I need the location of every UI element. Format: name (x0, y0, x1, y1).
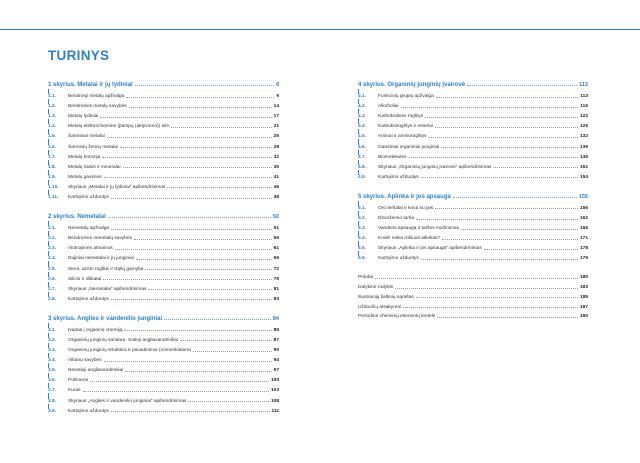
toc-entry[interactable] (49, 231, 279, 241)
toc-entry[interactable] (359, 241, 588, 251)
entry-number: 1.1. (48, 94, 68, 99)
entry-number: 1.3. (48, 114, 68, 119)
appendix-page: 187 (579, 304, 588, 310)
entry-page: 21 (273, 124, 279, 130)
entry-page: 85 (273, 327, 279, 333)
entry-title: Kartojimo užduotys (68, 296, 109, 302)
dot-leader (123, 167, 272, 168)
dot-leader (126, 97, 274, 98)
entry-title: Šarminių žemių metalai (68, 144, 118, 150)
entry-number: 2.6. (48, 277, 68, 282)
header-rule (0, 29, 640, 30)
dot-leader (135, 85, 274, 86)
dot-leader (429, 137, 578, 138)
entry-title: Alkanų savybės (68, 358, 102, 364)
dot-leader (425, 117, 578, 118)
entry-title: Vandens apsauga ir taršos mažinimas (378, 226, 459, 232)
dot-leader (104, 361, 272, 362)
entry-page: 56 (273, 236, 279, 242)
entry-title: Kartojimo užduotys (68, 195, 109, 201)
entry-title: Dirvožemio tarša (378, 216, 414, 222)
toc-entry[interactable] (49, 282, 279, 292)
toc-entry[interactable] (49, 353, 279, 363)
entry-title: Bendrosios metalų savybės (68, 104, 127, 110)
toc-entry[interactable] (359, 129, 588, 139)
entry-number: 2.2. (48, 236, 68, 241)
appendix-page: 190 (579, 314, 588, 320)
entry-title: Kartojimo užduotys (68, 408, 109, 414)
toc-entry[interactable] (49, 393, 279, 403)
entry-title: Šarminiai metalai (68, 134, 105, 140)
entry-title: Funkcinių grupių apžvalga (378, 94, 434, 100)
toc-chapter-heading[interactable] (358, 189, 588, 200)
toc-entry[interactable] (359, 139, 588, 149)
chapter-sections (48, 221, 279, 302)
toc-appendix-entry[interactable] (358, 270, 588, 280)
toc-entry[interactable] (49, 333, 279, 343)
toc-entry[interactable] (359, 251, 588, 261)
dot-leader (435, 208, 578, 209)
dot-leader (403, 307, 578, 308)
dot-leader (375, 278, 578, 279)
entry-number: 1.9. (48, 175, 68, 180)
chapter-page: 50 (272, 214, 279, 221)
entry-title: Kodėl reikia rūšiuoti atliekas? (378, 236, 441, 242)
toc-entry[interactable] (49, 129, 279, 139)
toc-chapter-heading[interactable] (48, 77, 279, 88)
entry-page: 113 (580, 94, 588, 100)
dot-leader (115, 249, 272, 250)
dot-leader (395, 288, 578, 289)
entry-number: 4.1. (358, 94, 378, 99)
entry-number: 5.4. (358, 236, 378, 241)
chapter-gap (48, 302, 279, 311)
toc-entry[interactable] (49, 160, 279, 170)
entry-number: 1.8. (48, 165, 68, 170)
entry-number: 3.3. (48, 348, 68, 353)
dot-leader (111, 229, 272, 230)
chapter-sections (358, 89, 588, 180)
toc-entry[interactable] (49, 221, 279, 231)
dot-leader (453, 197, 577, 198)
dot-leader (435, 127, 578, 128)
entry-page: 122 (579, 114, 588, 120)
toc-entry[interactable] (49, 170, 279, 180)
entry-number: 1.11. (48, 195, 68, 200)
entry-page: 72 (273, 266, 279, 272)
dot-leader (129, 107, 272, 108)
entry-page: 151 (579, 164, 588, 170)
toc-entry[interactable] (49, 150, 279, 160)
entry-title: Bendrosios nemetalų savybės (68, 236, 132, 242)
chapter-gap (358, 261, 588, 270)
dot-leader (416, 297, 578, 298)
dot-leader (148, 289, 271, 290)
entry-page: 156 (579, 205, 588, 211)
entry-page: 41 (273, 174, 279, 180)
chapter-title: 3 skyrius. Anglies ir vandenilio junginiai (48, 315, 163, 322)
dot-leader (108, 217, 271, 218)
entry-number: 2.8. (48, 297, 68, 302)
entry-page: 171 (579, 236, 588, 242)
toc-chapter-heading[interactable] (48, 209, 279, 220)
entry-page: 9 (276, 94, 279, 100)
entry-page: 111 (271, 408, 279, 414)
toc-entry[interactable] (49, 119, 279, 129)
entry-page: 51 (273, 226, 279, 232)
appendix-page: 185 (579, 294, 588, 300)
entry-title: Polimerai (68, 378, 88, 384)
entry-number: 4.4. (358, 124, 378, 129)
toc-entry[interactable] (359, 89, 588, 99)
entry-title: Metalų gavimas (68, 174, 102, 180)
dot-leader (102, 157, 271, 158)
entry-title: Silicis ir silikatai (68, 276, 102, 282)
entry-page: 165 (579, 226, 588, 232)
entry-title: Metalų lydiniai (68, 114, 99, 120)
chapter-sections (48, 323, 279, 414)
dot-leader (437, 317, 578, 318)
toc-entry[interactable] (49, 383, 279, 393)
toc-entry[interactable] (359, 221, 588, 231)
entry-title: Aminai ir aminorūgštys (378, 134, 427, 140)
toc-entry[interactable] (359, 231, 588, 241)
toc-entry[interactable] (49, 373, 279, 383)
toc-entry[interactable] (359, 170, 588, 180)
entry-title: Skyriaus „Aplinka ir jos apsauga“ apibendrinimas (378, 246, 482, 252)
toc-entry[interactable] (49, 323, 279, 333)
entry-page: 76 (273, 276, 279, 282)
appendix-title: Iliustracijų šaltinių sąrašas (358, 294, 414, 300)
entry-title: Karboksilinės rūgštys (378, 114, 424, 120)
chapter-page: 8 (275, 82, 279, 88)
entry-page: 116 (580, 104, 588, 110)
entry-title: Oro teršalai ir kova su jais (378, 205, 434, 211)
dot-leader (120, 147, 272, 148)
chapter-title: 5 skyrius. Aplinka ir jos apsauga (358, 193, 451, 200)
dot-leader (461, 229, 578, 230)
entry-number: 2.4. (48, 256, 68, 261)
entry-number: 2.5. (48, 267, 68, 272)
entry-page: 48 (273, 195, 279, 201)
entry-number: 3.2. (48, 338, 68, 343)
entry-title: Gamtiniai organiniai junginiai (378, 144, 440, 150)
entry-title: Nemetalų apžvalga (68, 226, 110, 232)
entry-page: 14 (273, 104, 279, 110)
entry-number: 1.5. (48, 134, 68, 139)
dot-leader (421, 177, 578, 178)
entry-number: 3.4. (48, 358, 68, 363)
chapter-sections (48, 89, 279, 200)
toc-entry[interactable] (49, 251, 279, 261)
dot-leader (111, 299, 272, 300)
dot-leader (171, 127, 272, 128)
entry-page: 154 (579, 174, 588, 180)
entry-number: 1.7. (48, 155, 68, 160)
toc-right-column (358, 77, 588, 319)
dot-leader (421, 259, 578, 260)
dot-leader (467, 85, 577, 86)
entry-number: 5.2. (358, 216, 378, 221)
entry-page: 125 (579, 124, 588, 130)
entry-number: 3.6. (48, 378, 68, 383)
toc-left-column (48, 77, 279, 414)
entry-title: Nesotieji angliavandeniliai (68, 368, 124, 374)
toc-entry[interactable] (49, 99, 279, 109)
entry-title: Siera, azoto rūgštis ir trąšų gamyba (68, 266, 144, 272)
entry-number: 2.7. (48, 287, 68, 292)
entry-number: 2.3. (48, 246, 68, 251)
toc-entry[interactable] (359, 160, 588, 170)
dot-leader (409, 157, 578, 158)
entry-title: Metalų elektrocheminė (įtampų (aktyvumo)) eilė (68, 124, 170, 130)
entry-number: 4.2. (358, 104, 378, 109)
chapter-sections (358, 201, 588, 262)
entry-page: 139 (579, 144, 588, 150)
toc-appendix-entry[interactable] (358, 300, 588, 310)
chapter-page: 84 (272, 315, 279, 322)
dot-leader (442, 239, 578, 240)
entry-title: Kartojimo užduotys (378, 256, 419, 262)
entry-title: Organinių junginių struktūra ir pavadinimai (nomenklatūra) (68, 348, 192, 354)
dot-leader (103, 279, 271, 280)
appendix-title: Užduočių atsakymai (358, 304, 401, 310)
dot-leader (111, 411, 270, 412)
entry-number: 1.4. (48, 124, 68, 129)
entry-number: 4.9. (358, 175, 378, 180)
entry-title: Kartojimo užduotys (378, 174, 419, 180)
dot-leader (124, 330, 271, 331)
entry-title: Skyriaus „Anglies ir vandenilio junginiai“ apibendrinimas (68, 398, 187, 404)
toc-entry[interactable] (359, 150, 588, 160)
entry-title: Alotropinės atmainos (68, 246, 113, 252)
toc-entry[interactable] (359, 211, 588, 221)
dot-leader (493, 167, 578, 168)
entry-page: 90 (273, 348, 279, 354)
appendix-title: Priedai (358, 275, 373, 281)
toc-entry[interactable] (49, 89, 279, 99)
entry-page: 94 (273, 358, 279, 364)
dot-leader (441, 147, 578, 148)
toc-entry[interactable] (359, 109, 588, 119)
page-title: TURINYS (48, 48, 110, 63)
appendix-page: 180 (579, 275, 588, 281)
entry-page: 100 (270, 378, 279, 384)
dot-leader (125, 371, 271, 372)
entry-number: 3.7. (48, 388, 68, 393)
appendix-title: Dalykinė rodyklė (358, 285, 394, 290)
entry-number: 1.6. (48, 145, 68, 150)
entry-number: 5.3. (358, 226, 378, 231)
toc-entry[interactable] (359, 99, 588, 109)
entry-page: 46 (273, 184, 279, 190)
chapter-gap (358, 180, 588, 189)
dot-leader (145, 269, 271, 270)
entry-number: 2.1. (48, 226, 68, 231)
toc-entry[interactable] (359, 201, 588, 211)
entry-page: 145 (579, 154, 588, 160)
dot-leader (436, 97, 579, 98)
entry-title: Alkoholiai (378, 104, 399, 110)
toc-chapter-heading[interactable] (48, 311, 279, 322)
entry-page: 178 (579, 246, 588, 252)
entry-number: 5.1. (358, 206, 378, 211)
entry-page: 61 (273, 246, 279, 252)
entry-page: 97 (273, 368, 279, 374)
entry-page: 162 (579, 216, 588, 222)
entry-title: Metalų korozija (68, 154, 101, 160)
dot-leader (416, 219, 578, 220)
entry-page: 17 (273, 114, 279, 120)
entry-page: 103 (270, 388, 279, 394)
dot-leader (180, 340, 272, 341)
toc-appendix-entry[interactable] (358, 280, 588, 290)
entry-number: 1.2. (48, 104, 68, 109)
entry-number: 1.10. (48, 185, 68, 190)
dot-leader (193, 351, 271, 352)
entry-title: Įvadas į organinę chemiją (68, 327, 123, 333)
dot-leader (136, 259, 272, 260)
entry-page: 83 (273, 296, 279, 302)
entry-title: Skyriaus „Metalai ir jų lydiniai“ apibendrinimas (68, 184, 166, 190)
entry-number: 4.5. (358, 134, 378, 139)
entry-title: Kuras (68, 388, 81, 394)
toc-entry[interactable] (49, 190, 279, 200)
entry-page: 108 (270, 398, 279, 404)
toc-entry[interactable] (49, 343, 279, 353)
entry-page: 28 (273, 144, 279, 150)
toc-entry[interactable] (49, 109, 279, 119)
chapter-gap (48, 200, 279, 209)
entry-page: 132 (579, 134, 588, 140)
entry-number: 3.9. (48, 409, 68, 414)
chapter-title: 4 skyrius. Organinių junginių įvairovė (358, 82, 466, 88)
appendix-page: 183 (579, 285, 588, 290)
entry-page: 179 (579, 256, 588, 262)
entry-title: Organinių junginių sandara. Sotieji angliavandeniliai (68, 337, 178, 343)
dot-leader (164, 319, 271, 320)
chapter-page: 155 (578, 193, 588, 200)
entry-page: 81 (273, 286, 279, 292)
entry-title: Dujiniai nemetalai ir jų junginiai (68, 256, 134, 262)
toc-appendix-entry[interactable] (358, 290, 588, 300)
dot-leader (100, 117, 271, 118)
entry-title: Karboksirūgštys ir esteriai (378, 124, 433, 130)
entry-number: 4.8. (358, 165, 378, 170)
entry-title: Skyriaus „Nemetalai“ apibendrinimas (68, 286, 147, 292)
dot-leader (104, 177, 272, 178)
toc-entry[interactable] (49, 292, 279, 302)
entry-page: 25 (273, 134, 279, 140)
entry-page: 87 (273, 337, 279, 343)
entry-number: 4.3. (358, 114, 378, 119)
dot-leader (90, 381, 269, 382)
toc-entry[interactable] (49, 404, 279, 414)
entry-page: 32 (273, 154, 279, 160)
dot-leader (484, 249, 578, 250)
toc-entry[interactable] (49, 261, 279, 271)
toc-appendix-entry[interactable] (358, 310, 588, 320)
dot-leader (134, 239, 272, 240)
toc-entry[interactable] (49, 180, 279, 190)
toc-chapter-heading[interactable] (358, 77, 588, 88)
dot-leader (401, 107, 579, 108)
chapter-title: 1 skyrius. Metalai ir jų lydiniai (48, 82, 133, 88)
entry-title: Metalų rūdos ir mineralai (68, 164, 121, 170)
entry-title: Skyriaus „Organinių junginių įvairovė“ apibendrinimas (378, 164, 492, 170)
toc-entry[interactable] (49, 363, 279, 373)
dot-leader (111, 198, 272, 199)
entry-title: Bendrosji metalų apžvalga (68, 94, 125, 100)
entry-number: 5.5. (358, 246, 378, 251)
dot-leader (83, 391, 269, 392)
dot-leader (188, 401, 269, 402)
toc-entry[interactable] (49, 139, 279, 149)
entry-number: 3.5. (48, 368, 68, 373)
dot-leader (107, 137, 272, 138)
dot-leader (167, 187, 271, 188)
entry-page: 66 (273, 256, 279, 262)
appendix-title: Periodinė cheminių elementų lentelė (358, 314, 436, 320)
entry-number: 4.7. (358, 155, 378, 160)
entry-page: 36 (273, 164, 279, 170)
chapter-title: 2 skyrius. Nemetalai (48, 214, 106, 221)
entry-title: Biomolekulės (378, 154, 407, 160)
entry-number: 3.8. (48, 399, 68, 404)
entry-number: 5.6. (358, 256, 378, 261)
entry-number: 4.6. (358, 145, 378, 150)
toc-entry[interactable] (359, 119, 588, 129)
chapter-page: 112 (579, 82, 588, 88)
toc-entry[interactable] (49, 272, 279, 282)
entry-number: 3.1. (48, 328, 68, 333)
toc-entry[interactable] (49, 241, 279, 251)
